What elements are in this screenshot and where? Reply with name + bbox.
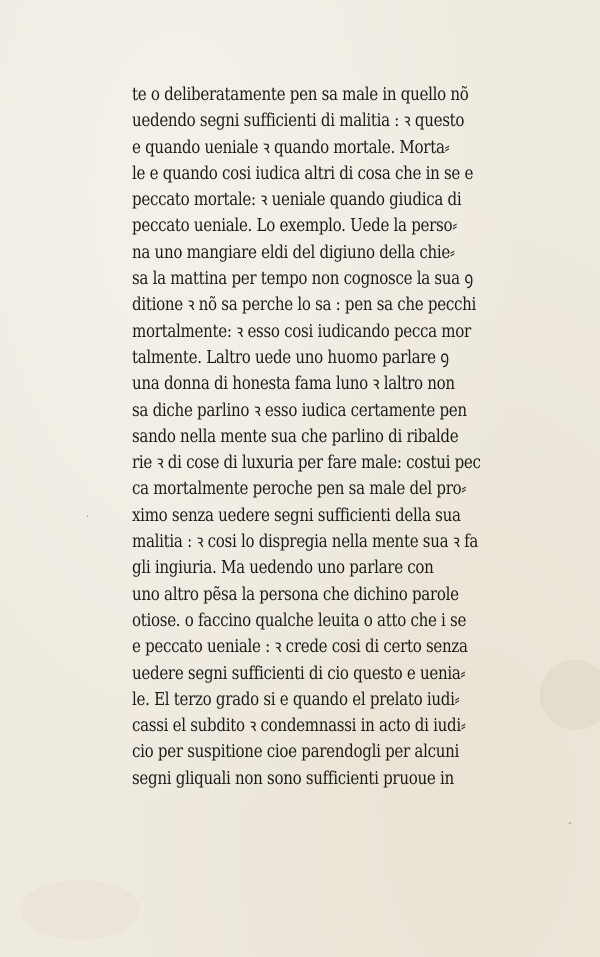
text-line: ca mortalmente peroche pen sa male del pro⸗ bbox=[132, 479, 467, 500]
text-line: na uno mangiare eldi del digiuno della chie⸗ bbox=[132, 242, 455, 263]
text-column bbox=[132, 82, 552, 792]
text-line: le e quando cosi iudica altri di cosa che in se e bbox=[132, 163, 474, 184]
text-line: talmente. Laltro uede uno huomo parlare ꝯ bbox=[132, 347, 449, 368]
text-line: le. El terzo grado si e quando el prelato iudi⸗ bbox=[132, 689, 460, 710]
text-line: e peccato ueniale : ꝛ crede cosi di certo senza bbox=[132, 637, 468, 658]
text-line: uno altro pẽsa la persona che dichino parole bbox=[132, 584, 459, 605]
margin-mark: · bbox=[86, 512, 90, 523]
text-line: mortalmente: ꝛ esso cosi iudicando pecca mor bbox=[132, 321, 471, 342]
text-line: malitia : ꝛ cosi lo dispregia nella mente sua ꝛ fa bbox=[132, 532, 479, 553]
text-line: uedendo segni sufficienti di malitia : ꝛ questo bbox=[132, 111, 465, 132]
text-line: una donna di honesta fama luno ꝛ laltro non bbox=[132, 374, 455, 395]
text-line: cassi el subdito ꝛ condemnassi in acto di iudi⸗ bbox=[132, 716, 466, 737]
text-line: uedere segni sufficienti di cio questo e uenia⸗ bbox=[132, 663, 466, 684]
text-line: peccato ueniale. Lo exemplo. Uede la perso⸗ bbox=[132, 216, 457, 237]
text-line: cio per suspitione cioe parendogli per alcuni bbox=[132, 742, 460, 763]
text-line: ximo senza uedere segni sufficienti della sua bbox=[132, 505, 461, 526]
page-stain bbox=[20, 880, 140, 940]
text-line: sa diche parlino ꝛ esso iudica certamente pen bbox=[132, 400, 467, 421]
text-line: sando nella mente sua che parlino di ribalde bbox=[132, 426, 459, 447]
text-line: e quando ueniale ꝛ quando mortale. Morta⸗ bbox=[132, 137, 450, 158]
margin-mark: - bbox=[568, 818, 572, 829]
text-line: segni gliquali non sono sufficienti pruoue in bbox=[132, 768, 454, 789]
text-line: otiose. o faccino qualche leuita o atto che i se bbox=[132, 610, 467, 631]
text-line: te o deliberatamente pen sa male in quello nõ bbox=[132, 85, 469, 105]
text-line: ditione ꝛ nõ sa perche lo sa : pen sa che pecchi bbox=[132, 295, 476, 316]
text-line: gli ingiuria. Ma uedendo uno parlare con bbox=[132, 558, 434, 579]
text-line: rie ꝛ di cose di luxuria per fare male: costui pec bbox=[132, 453, 481, 474]
text-line: peccato mortale: ꝛ ueniale quando giudica di bbox=[132, 190, 462, 211]
text-line: sa la mattina per tempo non cognosce la sua ꝯ bbox=[132, 269, 473, 290]
